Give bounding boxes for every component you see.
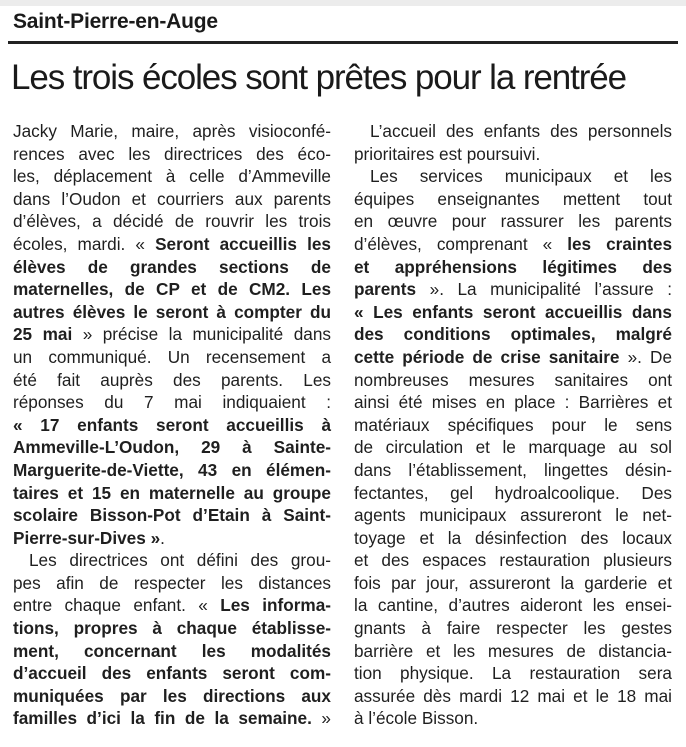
text-run: en œuvre pour rassurer les parents bbox=[354, 211, 672, 232]
text-line bbox=[354, 143, 672, 166]
text-line bbox=[13, 278, 331, 301]
text-line bbox=[13, 233, 331, 256]
text-line bbox=[13, 459, 331, 482]
text-run: ». De bbox=[619, 346, 673, 367]
text-line bbox=[13, 414, 331, 437]
text-line bbox=[354, 482, 672, 505]
text-line bbox=[354, 301, 672, 324]
text-line bbox=[13, 707, 331, 730]
text-run: Jacky Marie, maire, après visioconfé- bbox=[13, 121, 331, 141]
text-line bbox=[354, 436, 672, 459]
bold-quote-run: familles d’ici la fin de la semaine. bbox=[13, 708, 312, 729]
bold-quote-run: maternelles, de CP et de CM2. Les bbox=[13, 279, 331, 300]
text-line bbox=[354, 572, 672, 595]
text-run: les, déplacement à celle d’Ammeville bbox=[13, 166, 331, 187]
bold-quote-run: 25 mai bbox=[13, 324, 73, 345]
text-run: agents municipaux assureront le net- bbox=[354, 505, 672, 526]
bold-quote-run: « 17 enfants seront accueillis à bbox=[13, 414, 331, 435]
text-line bbox=[13, 662, 331, 685]
text-line bbox=[354, 685, 672, 708]
bold-quote-run: taires et 15 en maternelle au groupe bbox=[13, 482, 331, 503]
text-run: à l’école Bisson. bbox=[354, 708, 479, 729]
bold-quote-run: d’accueil des enfants seront com- bbox=[13, 663, 331, 684]
article-column-1 bbox=[13, 120, 331, 730]
text-line bbox=[13, 346, 331, 369]
text-line bbox=[354, 549, 672, 572]
text-line bbox=[13, 527, 331, 550]
text-line bbox=[354, 527, 672, 550]
bold-quote-run: Les informa- bbox=[220, 595, 331, 616]
text-line bbox=[354, 504, 672, 527]
text-run: Les services municipaux et les bbox=[370, 166, 672, 187]
text-line bbox=[354, 120, 672, 143]
text-run: gnants à faire respecter les gestes bbox=[354, 618, 672, 639]
text-line bbox=[13, 323, 331, 346]
text-run: » bbox=[311, 708, 331, 729]
text-run: prioritaires est poursuivi. bbox=[354, 143, 541, 164]
text-line bbox=[13, 143, 331, 166]
text-run: L’accueil des enfants des personnels bbox=[370, 121, 672, 141]
article-column-2 bbox=[354, 120, 672, 730]
text-run: d’élèves, comprenant « bbox=[354, 233, 568, 254]
text-run: toyage et la désinfection des locaux bbox=[354, 527, 672, 548]
text-run: équipes enseignantes mettent tout bbox=[354, 188, 672, 209]
text-run: fois par jour, assureront la garderie et bbox=[354, 572, 672, 593]
text-run: la cantine, d’autres aideront les ensei- bbox=[354, 595, 672, 616]
text-line bbox=[354, 369, 672, 392]
text-run: nombreuses mesures sanitaires ont bbox=[354, 369, 672, 390]
text-run: et des espaces restauration plusieurs bbox=[354, 550, 672, 571]
text-run: été fait auprès des parents. Les bbox=[13, 369, 331, 390]
text-line bbox=[13, 617, 331, 640]
bold-quote-run: Seront accueillis les bbox=[155, 233, 331, 254]
text-line bbox=[13, 120, 331, 143]
text-line bbox=[13, 369, 331, 392]
text-line bbox=[354, 414, 672, 437]
text-line bbox=[354, 256, 672, 279]
text-run: ». La municipalité l’assure : bbox=[416, 279, 672, 300]
text-line bbox=[354, 210, 672, 233]
location-kicker: Saint-Pierre-en-Auge bbox=[13, 10, 218, 33]
text-line bbox=[354, 188, 672, 211]
text-line bbox=[354, 640, 672, 663]
bold-quote-run: des conditions optimales, malgré bbox=[354, 324, 672, 345]
text-run: réponses du 7 mai indiquaient : bbox=[13, 392, 331, 413]
text-run: entre chaque enfant. « bbox=[13, 595, 221, 616]
top-bar bbox=[0, 0, 686, 6]
bold-quote-run: Ammeville-L’Oudon, 29 à Sainte- bbox=[13, 437, 331, 458]
text-run: rences avec les directrices des éco- bbox=[13, 143, 331, 164]
bold-quote-run: élèves de grandes sections de bbox=[13, 256, 331, 277]
text-run: écoles, mardi. « bbox=[13, 233, 156, 254]
text-line bbox=[354, 662, 672, 685]
bold-quote-run: autres élèves le seront à compter du bbox=[13, 301, 331, 322]
bold-quote-run: « Les enfants seront accueillis dans bbox=[354, 301, 672, 322]
text-run: fectantes, gel hydroalcoolique. Des bbox=[354, 482, 672, 503]
text-line bbox=[13, 549, 331, 572]
headline: Les trois écoles sont prêtes pour la rentrée bbox=[11, 58, 627, 97]
bold-quote-run: muniquées par les directions aux bbox=[13, 685, 331, 706]
text-line bbox=[13, 256, 331, 279]
text-run: dans l’Oudon et courriers aux parents bbox=[13, 188, 331, 209]
text-run: dans l’établissement, lingettes désin- bbox=[354, 459, 672, 480]
bold-quote-run: cette période de crise sanitaire bbox=[354, 346, 620, 367]
text-run: matériaux spécifiques pour le sens bbox=[354, 414, 672, 435]
text-run: un communiqué. Un recensement a bbox=[13, 346, 331, 367]
text-line bbox=[354, 391, 672, 414]
bold-quote-run: les craintes bbox=[567, 233, 673, 254]
text-run: ainsi été mises en place : Barrières et bbox=[354, 392, 672, 413]
text-line bbox=[13, 504, 331, 527]
bold-quote-run: scolaire Bisson-Pot d’Etain à Saint- bbox=[13, 505, 331, 526]
text-line bbox=[13, 594, 331, 617]
text-line bbox=[13, 640, 331, 663]
text-line bbox=[354, 165, 672, 188]
text-line bbox=[13, 572, 331, 595]
text-line bbox=[13, 188, 331, 211]
bold-quote-run: Marguerite-de-Viette, 43 en élémen- bbox=[13, 459, 331, 480]
text-line bbox=[13, 165, 331, 188]
divider-rule bbox=[8, 41, 678, 44]
text-run: . bbox=[160, 527, 165, 548]
bold-quote-run: et appréhensions légitimes des bbox=[354, 256, 672, 277]
text-line bbox=[354, 617, 672, 640]
text-run: d’élèves, a décidé de rouvrir les trois bbox=[13, 211, 331, 232]
text-run: » précise la municipalité dans bbox=[72, 324, 331, 345]
text-line bbox=[13, 391, 331, 414]
text-run: de circulation et le marquage au sol bbox=[354, 437, 672, 458]
text-line bbox=[13, 482, 331, 505]
text-line bbox=[354, 233, 672, 256]
text-line bbox=[354, 459, 672, 482]
text-run: Les directrices ont défini des grou- bbox=[29, 550, 331, 571]
text-line bbox=[13, 301, 331, 324]
bold-quote-run: Pierre-sur-Dives » bbox=[13, 527, 161, 548]
text-line bbox=[354, 707, 672, 730]
text-line bbox=[354, 346, 672, 369]
text-line bbox=[354, 323, 672, 346]
text-line bbox=[354, 594, 672, 617]
text-run: pes afin de respecter les distances bbox=[13, 572, 331, 593]
text-run: barrière et les mesures de distancia- bbox=[354, 640, 672, 661]
bold-quote-run: tions, propres à chaque établisse- bbox=[13, 618, 331, 639]
text-line bbox=[13, 210, 331, 233]
bold-quote-run: parents bbox=[354, 279, 417, 300]
text-run: tion physique. La restauration sera bbox=[354, 663, 672, 684]
text-line bbox=[13, 436, 331, 459]
text-line bbox=[354, 278, 672, 301]
text-run: assurée dès mardi 12 mai et le 18 mai bbox=[354, 685, 672, 706]
bold-quote-run: ment, concernant les modalités bbox=[13, 640, 331, 661]
text-line bbox=[13, 685, 331, 708]
